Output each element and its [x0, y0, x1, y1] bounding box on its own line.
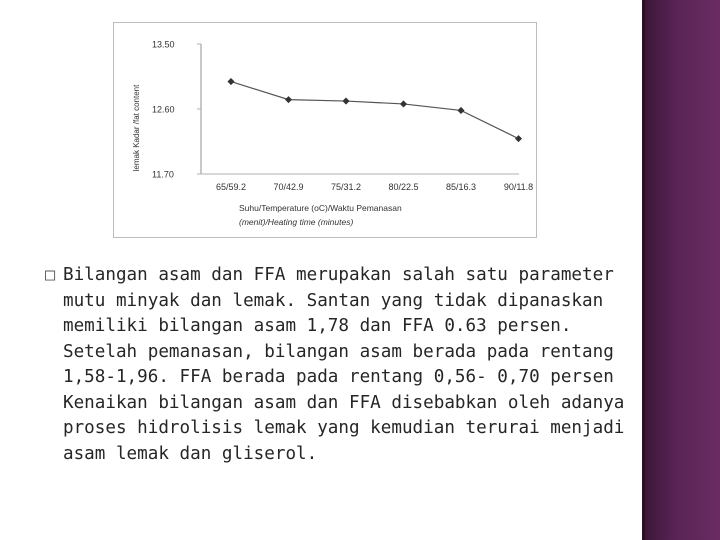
data-point — [227, 78, 234, 85]
x-tick-label: 90/11.8 — [503, 182, 534, 192]
x-tick-label: 85/16.3 — [445, 182, 477, 192]
series-line — [231, 82, 519, 139]
x-tick-label: 75/31.2 — [330, 182, 362, 192]
y-tick-label: 11.70 — [152, 169, 174, 180]
data-point — [285, 96, 292, 103]
data-point — [457, 107, 464, 114]
data-point — [400, 100, 407, 107]
y-tick-label: 12.60 — [152, 104, 175, 115]
x-tick-label: 70/42.9 — [273, 182, 304, 192]
side-decoration-bar — [642, 0, 720, 540]
y-tick-label: 13.50 — [152, 39, 175, 50]
body-text-block — [40, 263, 635, 467]
x-tick-label: 80/22.5 — [388, 182, 419, 192]
x-axis-label-line1: Suhu/Temperature (oC)/Waktu Pemanasan — [239, 203, 402, 213]
side-bar-edge — [642, 0, 645, 540]
x-tick-label: 65/59.2 — [215, 182, 247, 192]
body-paragraph: Bilangan asam dan FFA merupakan salah satu parameter mutu minyak dan lemak. Santan yang tidak dipanaskan memiliki bilangan asam 1,78 dan FFA 0.63 persen. Setelah pemanasan, bilangan asam berada pada rentang 1,58-1,96. FFA berada pada rentang 0,56- 0,70 persen Kenaikan bilangan asam dan FFA disebabkan oleh adanya proses hidrolisis lemak yang kemudian terurai menjadi asam lemak dan gliserol. — [63, 265, 625, 464]
data-point — [342, 98, 349, 105]
line-chart — [114, 23, 536, 237]
x-axis-label-line2: (menit)/Heating time (minutes) — [239, 217, 354, 227]
ballot-box-icon: □ — [45, 265, 56, 285]
chart-container — [113, 22, 537, 238]
y-axis-label: lemak Kadar /fat content — [132, 84, 141, 172]
data-point — [515, 135, 522, 142]
